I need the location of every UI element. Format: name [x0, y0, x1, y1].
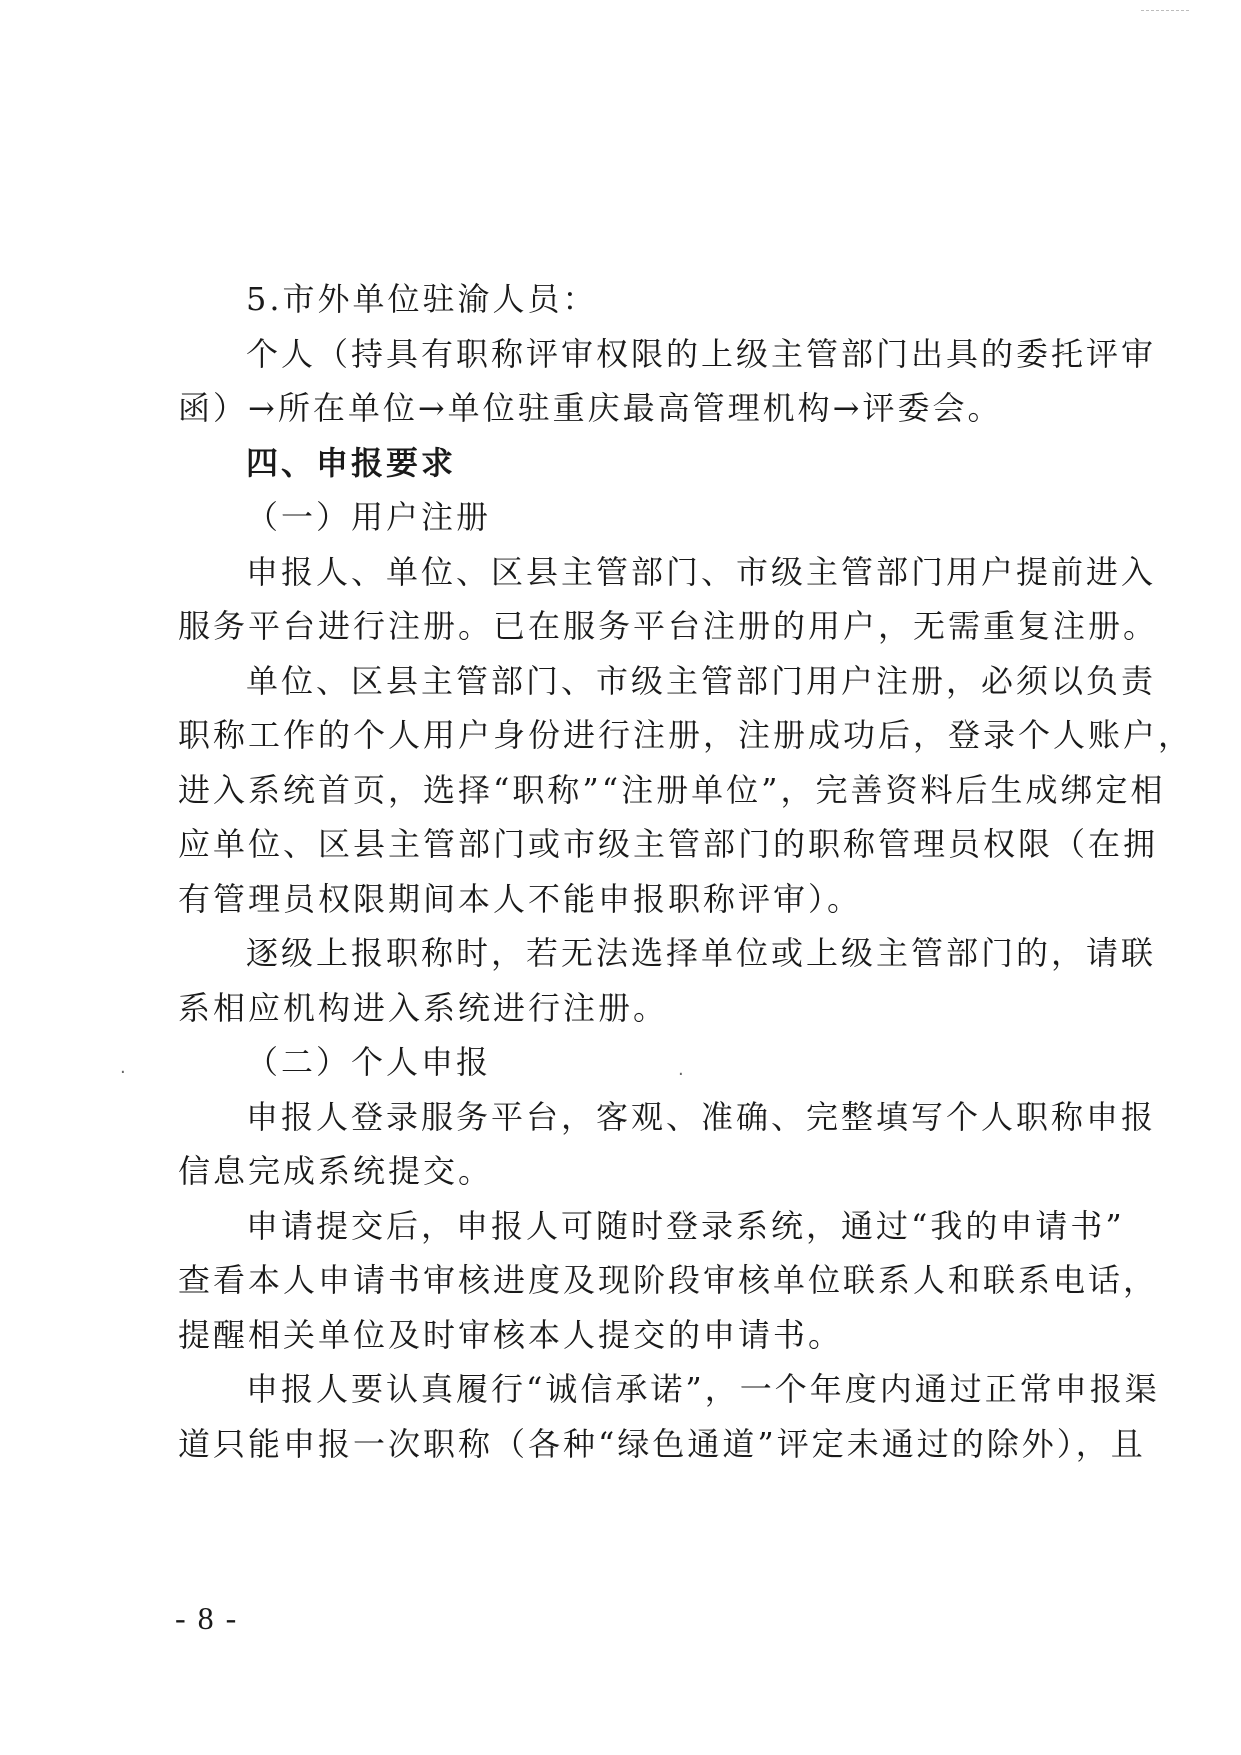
paragraph-line: 函）→所在单位→单位驻重庆最高管理机构→评委会。: [178, 389, 1003, 427]
paragraph-line: 逐级上报职称时，若无法选择单位或上级主管部门的，请联: [246, 934, 1157, 972]
scan-artifact: ·: [120, 1062, 126, 1083]
paragraph-line: 道只能申报一次职称（各种“绿色通道”评定未通过的除外），且: [178, 1424, 1146, 1463]
paragraph-line: 服务平台进行注册。已在服务平台注册的用户，无需重复注册。: [178, 607, 1159, 645]
paragraph-line: 应单位、区县主管部门或市级主管部门的职称管理员权限（在拥: [178, 825, 1159, 863]
paragraph-line: 申报人要认真履行“诚信承诺”，一个年度内通过正常申报渠: [246, 1370, 1160, 1408]
scan-mark: [1141, 10, 1189, 12]
paragraph-line: 5.市外单位驻渝人员：: [246, 280, 598, 318]
paragraph-line: 信息完成系统提交。: [178, 1152, 494, 1190]
paragraph-line: 查看本人申请书审核进度及现阶段审核单位联系人和联系电话，: [178, 1261, 1159, 1299]
paragraph-line: 申报人登录服务平台，客观、准确、完整填写个人职称申报: [246, 1097, 1157, 1136]
subsection-heading: （一）用户注册: [246, 498, 492, 536]
paragraph-line: 系相应机构进入系统进行注册。: [178, 988, 669, 1027]
scan-artifact: ·: [678, 1064, 684, 1085]
paragraph-line: 提醒相关单位及时审核本人提交的申请书。: [178, 1315, 844, 1354]
page-number: - 8 -: [175, 1600, 239, 1636]
paragraph-line: 个人（持具有职称评审权限的上级主管部门出具的委托评审: [246, 334, 1157, 373]
paragraph-line: 单位、区县主管部门、市级主管部门用户注册，必须以负责: [246, 661, 1157, 700]
document-body: [178, 272, 1194, 1471]
paragraph-line: 有管理员权限期间本人不能申报职称评审）。: [178, 879, 863, 918]
paragraph-line: 进入系统首页，选择“职称”“注册单位”，完善资料后生成绑定相: [178, 770, 1166, 809]
paragraph-line: 申请提交后，申报人可随时登录系统，通过“我的申请书”: [246, 1206, 1125, 1245]
paragraph-line: 职称工作的个人用户身份进行注册，注册成功后，登录个人账户，: [178, 716, 1194, 754]
paragraph-line: 申报人、单位、区县主管部门、市级主管部门用户提前进入: [246, 552, 1157, 591]
section-heading: 四、申报要求: [246, 443, 457, 482]
subsection-heading: （二）个人申报: [246, 1043, 492, 1081]
